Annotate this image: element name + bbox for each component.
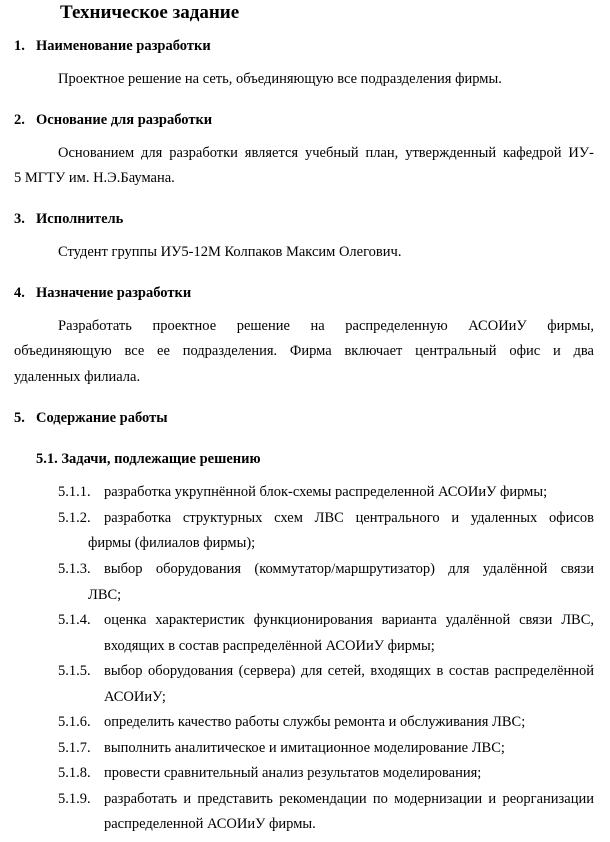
section-text-line: удаленных филиала. [14,369,141,385]
section-title: Содержание работы [36,410,168,426]
task-text: разработка структурных схем ЛВС центрального и удаленных офисов [104,510,594,526]
task-text: разработать и представить рекомендации по модернизации и реорганизации [104,791,594,807]
subsection-heading: 5.1. Задачи, подлежащие решению [36,451,261,467]
section-title: Назначение разработки [36,285,192,301]
task-number: 5.1.7. [58,740,91,756]
task-text: выбор оборудования (сервера) для сетей, входящих в состав распределённой [104,663,594,679]
task-text: оценка характеристик функционирования варианта удалённой связи ЛВС, [104,612,594,628]
section-heading [14,211,123,228]
section-title: Основание для разработки [36,112,213,128]
section-text: Проектное решение на сеть, объединяющую все подразделения фирмы. [58,71,502,87]
document-title: Техническое задание [60,2,240,23]
task-text: провести сравнительный анализ результатов моделирования; [104,765,482,781]
task-number: 5.1.6. [58,714,91,730]
task-number: 5.1.8. [58,765,91,781]
task-text-cont: ЛВС; [88,587,122,603]
task-text-cont: входящих в состав распределённой АСОИиУ фирмы; [104,638,435,654]
section-number: 3. [14,211,25,227]
task-number: 5.1.9. [58,791,91,807]
section-number: 5. [14,410,25,426]
section-text-line: Основанием для разработки является учебный план, утвержденный кафедрой ИУ- [58,145,594,161]
section-heading [14,285,191,302]
section-text: Студент группы ИУ5-12М Колпаков Максим Олегович. [58,244,402,260]
section-heading [14,112,212,129]
task-number: 5.1.2. [58,510,91,526]
section-text-line: 5 МГТУ им. Н.Э.Баумана. [14,170,175,186]
task-text: выполнить аналитическое и имитационное моделирование ЛВС; [104,740,505,756]
task-number: 5.1.1. [58,484,91,500]
section-number: 2. [14,112,25,128]
task-number: 5.1.4. [58,612,91,628]
section-number: 4. [14,285,25,301]
section-heading [14,410,168,427]
section-text-line: объединяющую все ее подразделения. Фирма включает центральный офис и два [14,343,594,359]
section-title: Наименование разработки [36,38,211,54]
task-text-cont: АСОИиУ; [104,689,166,705]
task-number: 5.1.3. [58,561,91,577]
task-number: 5.1.5. [58,663,91,679]
section-title: Исполнитель [36,211,124,227]
task-text: выбор оборудования (коммутатор/маршрутизатор) для удалённой связи [104,561,594,577]
task-text: разработка укрупнённой блок-схемы распределенной АСОИиУ фирмы; [104,484,548,500]
task-text: определить качество работы службы ремонта и обслуживания ЛВС; [104,714,526,730]
task-text-cont: фирмы (филиалов фирмы); [88,535,256,551]
section-heading [14,38,211,55]
section-text-line: Разработать проектное решение на распределенную АСОИиУ фирмы, [58,318,594,334]
task-text-cont: распределенной АСОИиУ фирмы. [104,816,316,832]
section-number: 1. [14,38,25,54]
